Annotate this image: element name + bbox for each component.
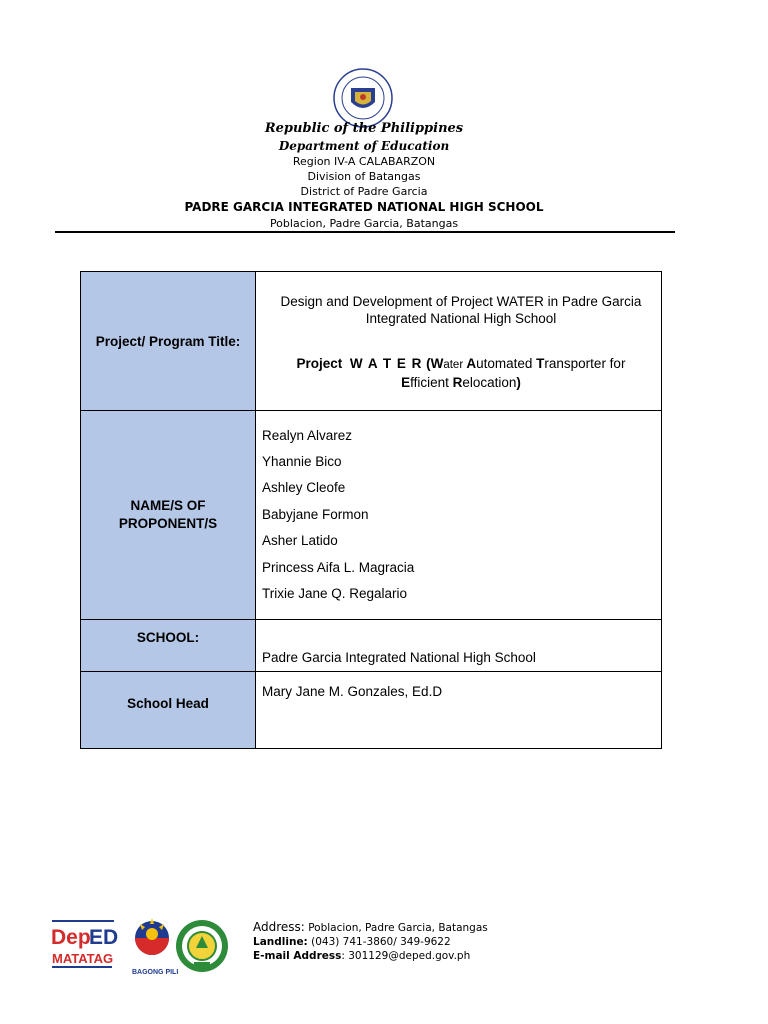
footer-address <box>253 920 488 935</box>
email-value: : 301129@deped.gov.ph <box>341 950 471 962</box>
svg-text:ED: ED <box>89 926 119 949</box>
acr-t: T <box>536 356 545 371</box>
head-value-cell <box>256 672 662 749</box>
proponent-name: Princess Aifa L. Magracia <box>262 559 415 575</box>
acr-r: R <box>452 375 463 390</box>
deped-seal-icon <box>333 68 393 128</box>
acr-r-rest: elocation <box>462 375 517 390</box>
region-line: Region IV-A CALABARZON <box>292 155 436 168</box>
table-row-school <box>81 620 662 672</box>
project-prefix: Project <box>296 356 343 371</box>
proponent-name: Ashley Cleofe <box>262 480 346 496</box>
school-head-label: School Head <box>127 696 209 711</box>
proponent-name: Babyjane Formon <box>262 506 369 522</box>
school-name-heading: PADRE GARCIA INTEGRATED NATIONAL HIGH SCHOOL <box>184 200 544 214</box>
proponent-name: Yhannie Bico <box>262 453 342 469</box>
email-label: E-mail Address <box>253 950 342 962</box>
landline-label: Landline: <box>253 936 308 948</box>
project-name: Project W A T E R (Water Automated Transporter for Efficient Relocation) <box>296 356 626 390</box>
project-acronym: W A T E R <box>349 356 423 371</box>
title-value-cell <box>256 272 662 411</box>
bagong-pilipinas-logo <box>132 912 179 978</box>
title-description: Design and Development of Project WATER in Padre Garcia Integrated National High School <box>280 294 642 326</box>
school-value-cell <box>256 620 662 672</box>
school-label-cell <box>81 620 256 672</box>
table-row-proponents <box>81 411 662 620</box>
proponent-name: Asher Latido <box>262 533 338 549</box>
footer-landline <box>253 935 451 949</box>
landline-value: (043) 741-3860/ 349-9622 <box>311 936 451 948</box>
school-label: SCHOOL: <box>136 629 200 645</box>
header-divider <box>55 231 675 233</box>
school-head-value: Mary Jane M. Gonzales, Ed.D <box>262 684 443 699</box>
acr-e-rest: fficient <box>410 375 453 390</box>
svg-text:BAGONG PILI: BAGONG PILI <box>132 969 179 976</box>
division-line: Division of Batangas <box>307 170 421 183</box>
proponents-label-text: NAME/S OF PROPONENT/S <box>118 498 218 531</box>
republic-heading: Republic of the Philippines <box>264 121 464 136</box>
department-heading: Department of Education <box>278 139 450 153</box>
address-value: Poblacion, Padre Garcia, Batangas <box>308 922 488 934</box>
acr-w-rest: ater <box>443 359 467 371</box>
acr-w: W <box>430 356 444 371</box>
school-value: Padre Garcia Integrated National High School <box>262 650 536 665</box>
table-row-head <box>81 672 662 749</box>
district-line: District of Padre Garcia <box>300 185 428 198</box>
proponent-name: Realyn Alvarez <box>262 427 353 443</box>
table-row-title <box>81 272 662 411</box>
school-seal-logo <box>172 918 232 974</box>
project-info-table <box>80 271 662 749</box>
acr-t-rest: ransporter for <box>544 356 626 371</box>
acr-a-rest: utomated <box>476 356 537 371</box>
head-label-cell <box>81 672 256 749</box>
footer-email <box>253 949 470 963</box>
acr-a: A <box>466 356 477 371</box>
proponents-list <box>256 411 662 620</box>
address-label: Address: <box>253 920 305 934</box>
proponents-label <box>81 411 256 620</box>
svg-text:MATATAG: MATATAG <box>52 951 114 966</box>
title-label: Project/ Program Title: <box>81 272 256 411</box>
svg-text:Dep: Dep <box>51 926 91 949</box>
school-location-line: Poblacion, Padre Garcia, Batangas <box>269 217 459 230</box>
deped-matatag-logo <box>50 918 119 972</box>
acr-e: E <box>401 375 411 390</box>
proponent-name: Trixie Jane Q. Regalario <box>262 586 408 602</box>
